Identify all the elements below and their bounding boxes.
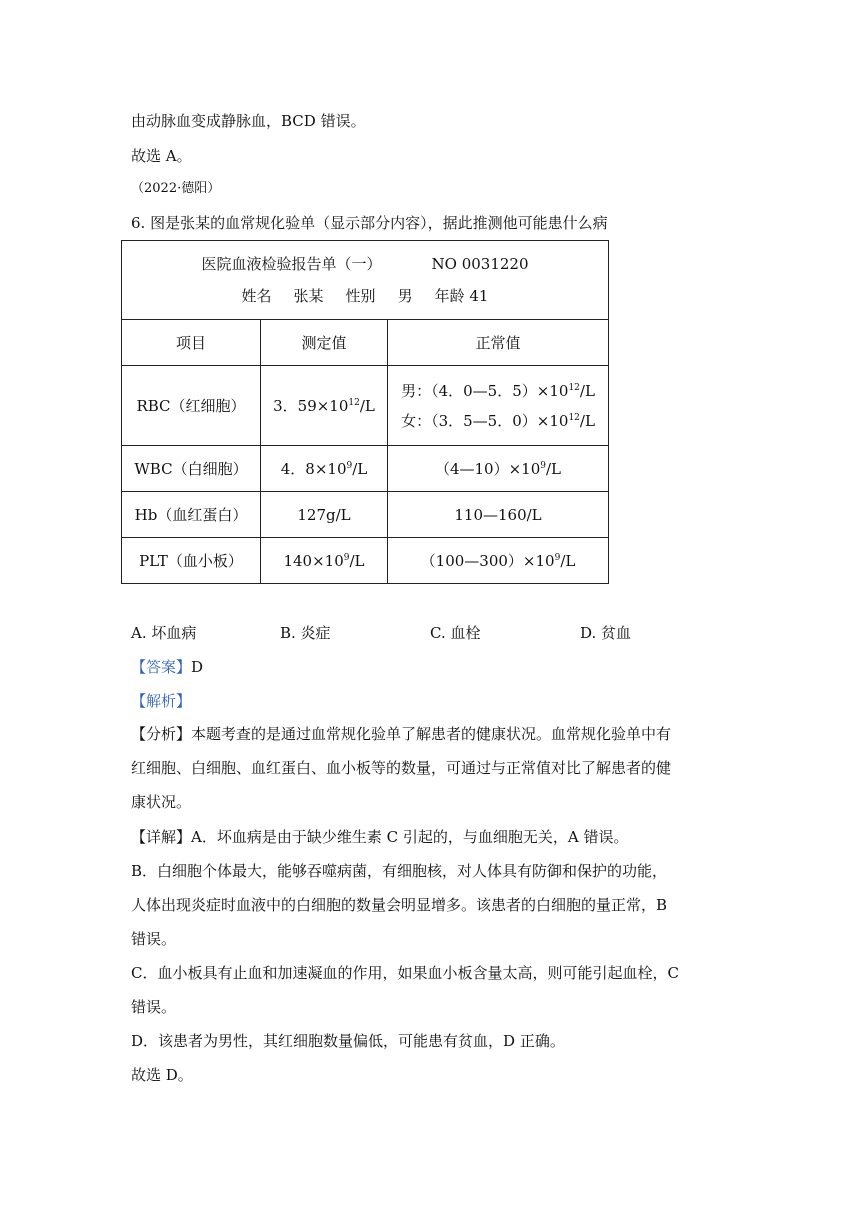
patient-name: 张某 bbox=[293, 287, 324, 305]
column-header-item: 项目 bbox=[122, 320, 261, 366]
prev-answer-line: 故选 A。 bbox=[131, 147, 192, 165]
row-value bbox=[261, 366, 388, 446]
final-answer-line: 故选 D。 bbox=[131, 1066, 193, 1084]
row-item: WBC（白细胞） bbox=[122, 446, 261, 492]
name-label: 姓名 bbox=[241, 287, 272, 305]
normal-exponent: 9 bbox=[554, 552, 561, 563]
report-number: NO 0031220 bbox=[431, 255, 529, 273]
row-value: 127g/L bbox=[261, 492, 388, 538]
answer-value: D bbox=[191, 658, 204, 676]
patient-sex: 男 bbox=[397, 287, 413, 305]
question-stem: 6. 图是张某的血常规化验单（显示部分内容），据此推测他可能患什么病 bbox=[131, 214, 608, 232]
option-b: B. 炎症 bbox=[280, 624, 331, 642]
row-item: Hb（血红蛋白） bbox=[122, 492, 261, 538]
prev-explanation-line: 由动脉血变成静脉血，BCD 错误。 bbox=[131, 112, 366, 130]
table-row bbox=[122, 492, 609, 538]
table-row bbox=[122, 366, 609, 446]
normal-male bbox=[388, 380, 608, 402]
analysis-text: 本题考查的是通过血常规化验单了解患者的健康状况。血常规化验单中有 bbox=[191, 725, 672, 743]
row-normal bbox=[388, 366, 609, 446]
row-value bbox=[261, 538, 388, 584]
answer-line bbox=[131, 656, 203, 678]
normal-unit: /L bbox=[546, 459, 562, 478]
detail-line-d: D．该患者为男性，其红细胞数量偏低，可能患有贫血，D 正确。 bbox=[131, 1032, 565, 1050]
table-row bbox=[122, 538, 609, 584]
answer-options bbox=[131, 622, 691, 644]
normal-female-base: 女：（3．5—5．0）×10 bbox=[401, 411, 569, 430]
analysis-line-2: 红细胞、白细胞、血红蛋白、血小板等的数量，可通过与正常值对比了解患者的健 bbox=[131, 759, 672, 777]
value-base: 4．8×10 bbox=[280, 459, 347, 478]
age-label: 年龄 bbox=[434, 287, 465, 305]
sex-label: 性别 bbox=[345, 287, 376, 305]
column-header-normal: 正常值 bbox=[388, 320, 609, 366]
blood-report-table bbox=[121, 240, 609, 584]
report-header bbox=[122, 241, 609, 320]
normal-male-unit: /L bbox=[579, 381, 595, 400]
table-row bbox=[122, 446, 609, 492]
normal-male-exponent: 12 bbox=[568, 382, 580, 393]
normal-exponent: 9 bbox=[540, 460, 546, 471]
normal-female-unit: /L bbox=[579, 411, 595, 430]
value-unit: /L bbox=[352, 459, 368, 478]
row-normal bbox=[388, 538, 609, 584]
value-base: 3．59×10 bbox=[273, 396, 349, 415]
row-normal bbox=[388, 446, 609, 492]
detail-line-b2: 人体出现炎症时血液中的白细胞的数量会明显增多。该患者的白细胞的量正常，B bbox=[131, 896, 668, 914]
value-base: 140×10 bbox=[283, 551, 344, 570]
detail-line-b3: 错误。 bbox=[131, 930, 177, 948]
question-source: （2022·德阳） bbox=[131, 181, 221, 196]
normal-base: （4—10）×10 bbox=[434, 459, 541, 478]
column-header-row bbox=[122, 320, 609, 366]
detail-label: 【详解】 bbox=[131, 828, 192, 846]
option-c: C. 血栓 bbox=[430, 624, 481, 642]
analysis-label: 【分析】 bbox=[131, 725, 192, 743]
normal-unit: /L bbox=[560, 551, 576, 570]
value-exponent: 9 bbox=[343, 552, 350, 563]
value-unit: /L bbox=[359, 396, 375, 415]
report-title-row bbox=[122, 253, 608, 275]
detail-text: A．坏血病是由于缺少维生素 C 引起的，与血细胞无关，A 错误。 bbox=[191, 828, 629, 846]
normal-base: （100—300）×10 bbox=[420, 551, 555, 570]
detail-line-c1: C．血小板具有止血和加速凝血的作用，如果血小板含量太高，则可能引起血栓，C bbox=[131, 964, 679, 982]
normal-male-base: 男：（4．0—5．5）×10 bbox=[401, 381, 569, 400]
analysis-heading: 【解析】 bbox=[131, 692, 192, 710]
row-value bbox=[261, 446, 388, 492]
answer-label: 【答案】 bbox=[131, 658, 192, 676]
row-item: RBC（红细胞） bbox=[122, 366, 261, 446]
option-d: D. 贫血 bbox=[580, 624, 632, 642]
patient-age: 41 bbox=[469, 287, 489, 305]
report-title: 医院血液检验报告单（一） bbox=[201, 255, 382, 273]
analysis-line-1 bbox=[131, 723, 671, 745]
value-exponent: 9 bbox=[346, 460, 353, 471]
row-item: PLT（血小板） bbox=[122, 538, 261, 584]
detail-line-b1: B．白细胞个体最大，能够吞噬病菌，有细胞核，对人体具有防御和保护的功能， bbox=[131, 862, 668, 880]
value-exponent: 12 bbox=[348, 397, 360, 408]
column-header-value: 测定值 bbox=[261, 320, 388, 366]
normal-female-exponent: 12 bbox=[568, 412, 580, 423]
detail-line-a bbox=[131, 826, 628, 848]
patient-info-row bbox=[122, 285, 608, 307]
report-header-row bbox=[122, 241, 609, 320]
analysis-line-3: 康状况。 bbox=[131, 793, 192, 811]
option-a: A. 坏血病 bbox=[131, 624, 197, 642]
value-unit: /L bbox=[349, 551, 365, 570]
normal-female bbox=[388, 410, 608, 432]
row-normal: 110—160/L bbox=[388, 492, 609, 538]
detail-line-c2: 错误。 bbox=[131, 998, 177, 1016]
